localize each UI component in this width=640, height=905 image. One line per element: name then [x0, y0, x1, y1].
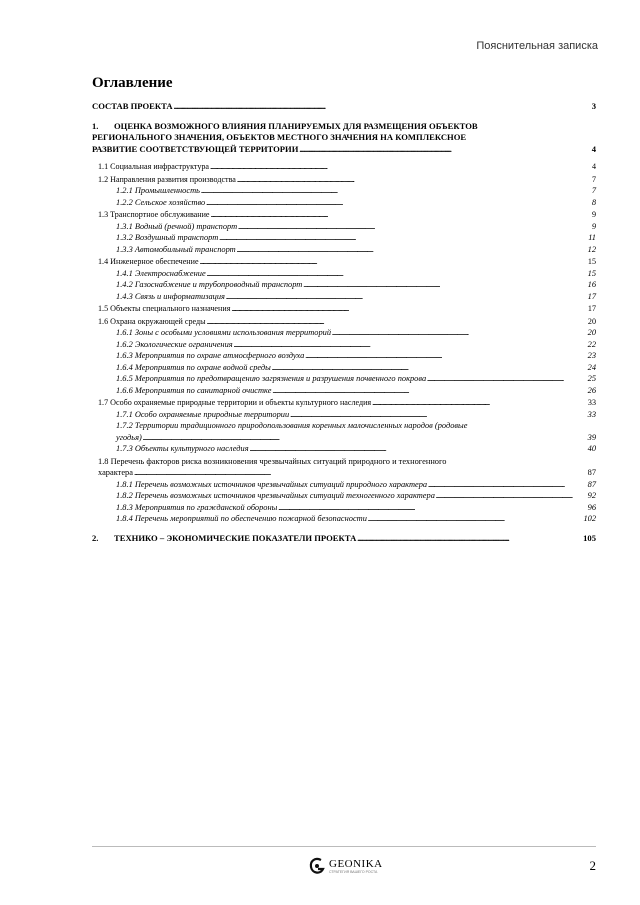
- leader-dots: [234, 339, 587, 351]
- geonika-logo: GEONIKA СТРАТЕГИЯ ВАШЕГО РОСТА: [309, 856, 383, 876]
- toc-entry-1-7-3[interactable]: 1.7.3 Объекты культурного наследия . . . 40: [92, 443, 596, 455]
- geonika-logo-icon: [309, 856, 325, 876]
- leader-dots: [303, 279, 586, 291]
- leader-dots: [207, 268, 587, 280]
- toc-entry[interactable]: 1.6 Охрана окружающей среды . . . 20: [92, 316, 596, 328]
- toc-entry-1-8[interactable]: 1.8 Перечень факторов риска возникновения чрезвычайных ситуаций природного и техногенного характера . . . 87: [92, 456, 596, 479]
- toc-heading: Оглавление: [92, 75, 173, 91]
- leader-dots: [237, 244, 587, 256]
- toc-entries-1-8: [92, 479, 596, 525]
- toc-entry[interactable]: 1.8.3 Мероприятия по гражданской обороны . . . 96: [92, 502, 596, 514]
- toc-entry-section-1[interactable]: 1. ОЦЕНКА ВОЗМОЖНОГО ВЛИЯНИЯ ПЛАНИРУЕМЫХ ДЛЯ РАЗМЕЩЕНИЯ ОБЪЕКТОВ РЕГИОНАЛЬНОГО ЗНАЧЕНИЯ, ОБЪЕКТОВ МЕСТНОГО ЗНАЧЕНИЯ НА КОМПЛЕКСНОЕ РАЗВИТИЕ СООТВЕТСТВУЮЩЕЙ ТЕРРИТОРИИ . . . 4: [92, 121, 596, 156]
- leader-dots: [428, 479, 587, 491]
- toc-entries: [92, 161, 596, 420]
- toc-entry[interactable]: 1.1 Социальная инфраструктура . . . 4: [92, 161, 596, 173]
- toc-entry-composition[interactable]: СОСТАВ ПРОЕКТА . . . 3: [92, 101, 596, 113]
- toc-entry[interactable]: 1.3 Транспортное обслуживание . . . 9: [92, 209, 596, 221]
- toc-entry[interactable]: 1.8.2 Перечень возможных источников чрезвычайных ситуаций техногенного характера . . . 92: [92, 490, 596, 502]
- leader-dots: [278, 502, 586, 514]
- toc-entry[interactable]: 1.5 Объекты специального назначения . . . 17: [92, 303, 596, 315]
- toc-entry[interactable]: 1.4.3 Связь и информатизация . . . 17: [92, 291, 596, 303]
- leader-dots: [368, 513, 583, 525]
- footer-divider: [92, 846, 596, 847]
- leader-dots: [200, 256, 587, 268]
- leader-dots: [174, 101, 591, 113]
- leader-dots: [238, 221, 591, 233]
- toc-entry[interactable]: 1.6.6 Мероприятия по санитарной очистке . . . 26: [92, 385, 596, 397]
- toc-entry[interactable]: 1.2.2 Сельское хозяйство . . . 8: [92, 197, 596, 209]
- leader-dots: [372, 397, 587, 409]
- leader-dots: [332, 327, 587, 339]
- leader-dots: [231, 303, 586, 315]
- toc-entry[interactable]: 1.3.3 Автомобильный транспорт . . . 12: [92, 244, 596, 256]
- running-header: Пояснительная записка: [476, 40, 598, 52]
- leader-dots: [427, 373, 586, 385]
- leader-dots: [299, 144, 590, 156]
- leader-dots: [305, 350, 586, 362]
- leader-dots: [143, 432, 587, 444]
- leader-dots: [226, 291, 587, 303]
- toc-entry[interactable]: 1.2.1 Промышленность . . . 7: [92, 185, 596, 197]
- leader-dots: [206, 197, 591, 209]
- toc-entry[interactable]: 1.2 Направления развития производства . . . 7: [92, 174, 596, 186]
- toc-entry[interactable]: 1.6.2 Экологические ограничения . . . 22: [92, 339, 596, 351]
- leader-dots: [290, 409, 586, 421]
- toc-entry[interactable]: 1.6.3 Мероприятия по охране атмосферного воздуха . . . 23: [92, 350, 596, 362]
- toc-entry[interactable]: 1.3.2 Воздушный транспорт . . . 11: [92, 232, 596, 244]
- table-of-contents: [92, 101, 596, 544]
- toc-entry[interactable]: 1.6.4 Мероприятия по охране водной среды . . . 24: [92, 362, 596, 374]
- leader-dots: [210, 161, 591, 173]
- leader-dots: [436, 490, 587, 502]
- toc-entry[interactable]: 1.6.1 Зоны с особыми условиями использования территорий . . . 20: [92, 327, 596, 339]
- toc-entry[interactable]: 1.4.1 Электроснабжение . . . 15: [92, 268, 596, 280]
- toc-entry[interactable]: 1.4.2 Газоснабжение и трубопроводный транспорт . . . 16: [92, 279, 596, 291]
- leader-dots: [134, 467, 587, 479]
- leader-dots: [357, 533, 582, 545]
- page-number: 2: [589, 858, 596, 873]
- toc-entry[interactable]: 1.3.1 Водный (речной) транспорт . . . 9: [92, 221, 596, 233]
- toc-entry[interactable]: 1.6.5 Мероприятия по предотвращению загрязнения и разрушения почвенного покрова . . . 25: [92, 373, 596, 385]
- toc-entry-section-2[interactable]: 2. ТЕХНИКО – ЭКОНОМИЧЕСКИЕ ПОКАЗАТЕЛИ ПРОЕКТА . . . 105: [92, 533, 596, 545]
- toc-entry[interactable]: 1.8.1 Перечень возможных источников чрезвычайных ситуаций природного характера . . . 87: [92, 479, 596, 491]
- leader-dots: [211, 209, 591, 221]
- leader-dots: [272, 385, 586, 397]
- leader-dots: [272, 362, 587, 374]
- toc-entry-1-7-2[interactable]: 1.7.2 Территории традиционного природопользования коренных малочисленных народов (родовые угодья) . . . 39: [92, 420, 596, 443]
- leader-dots: [250, 443, 587, 455]
- toc-entry[interactable]: 1.4 Инженерное обеспечение . . . 15: [92, 256, 596, 268]
- leader-dots: [237, 174, 591, 186]
- leader-dots: [219, 232, 587, 244]
- toc-entry[interactable]: 1.7.1 Особо охраняемые природные территории . . . 33: [92, 409, 596, 421]
- toc-entry[interactable]: 1.7 Особо охраняемые природные территории и объекты культурного наследия . . . 33: [92, 397, 596, 409]
- toc-entry[interactable]: 1.8.4 Перечень мероприятий по обеспечению пожарной безопасности . . . 102: [92, 513, 596, 525]
- leader-dots: [207, 316, 587, 328]
- leader-dots: [201, 185, 591, 197]
